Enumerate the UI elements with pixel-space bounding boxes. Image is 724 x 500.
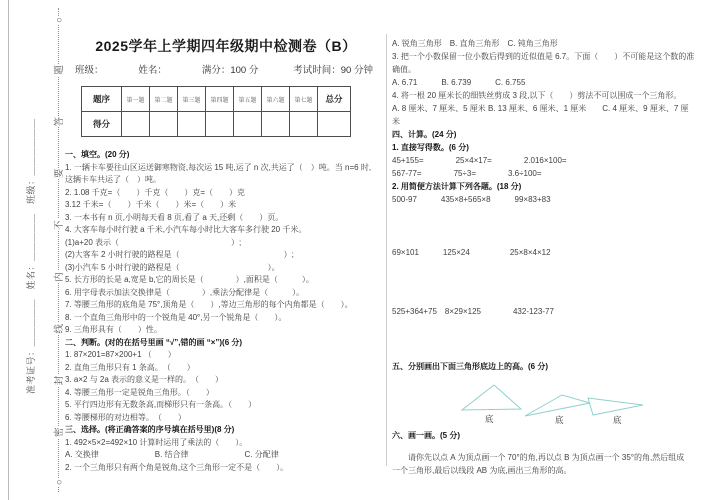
name-field: 姓名： [138,65,167,76]
text-line: A. 锐角三角形 B. 直角三角形 C. 钝角三角形 [392,39,558,48]
text-line: 3. 把一个小数保留一位小数后得到的近似值是 6.7。下面（ ）不可能是这个数的准 [392,52,695,61]
right-column [392,37,720,477]
seal-char: 封 [54,375,65,386]
section-header: 五、分别画出下面三角形底边上的高。(6 分) [392,362,548,371]
text-line: 5. 平行四边形有无数条高,而梯形只有一条高。（ ） [65,400,257,409]
score-table-col: 第二题 [150,87,178,112]
score-table-score-row [82,112,351,137]
score-table-col: 第三题 [178,87,206,112]
text-line: 69×101 125×24 25×8×4×12 [392,248,551,257]
text-line: 3.12 千米=（ ）千米（ ）米=（ ）米 [65,200,237,209]
text-line: 这辆卡车共运了（ ）吨。 [65,175,161,184]
score-table-header-row [82,87,351,112]
section-header: 二、判断。(对的在括号里画 “√”,错的画 “×”)(6 分) [65,337,243,347]
text-line: 4. 将一根 20 厘米长的细铁丝剪成 3 段,以下（ ）剪法不可以围成一个三角形。 [392,91,682,100]
text-line: 4. 等腰三角形一定是锐角三角形。（ ） [65,387,214,397]
text-line: 45+155= 25×4×17= 2.016×100= [392,156,567,165]
score-table-col: 第六题 [262,87,290,112]
text-line: 8. 一个直角三角形中的一个锐角是 40°,另一个锐角是（ ）。 [65,312,287,322]
base-label: 底 [555,415,564,425]
text-line: 525+364+75 8×29×125 432-123-77 [392,307,554,316]
text-line: 1. 87×201=87×200+1 （ ） [65,350,176,359]
text-line: 请你先以点 A 为顶点画一个 70°的角,再以点 B 为顶点画一个 35°的角,然后组成 [408,453,685,462]
score-table-col: 第五题 [234,87,262,112]
text-line: 2. 一个三角形只有两个角是锐角,这个三角形一定不是（ ）。 [65,462,289,472]
text-line: (1)a+20 表示（ ）; [65,237,242,247]
seal-char: 答 [54,116,65,127]
text-line: (3)小汽车 5 小时行驶的路程是（ ）。 [65,262,280,272]
base-label: 底 [613,415,622,425]
text-line: 1. 492×5×2=492×10 计算时运用了乘法的（ ）。 [65,437,248,447]
sub-section-header: 1. 直接写得数。(6 分) [392,143,469,152]
triangle-3 [588,398,643,415]
text-line: 米 [392,117,400,126]
score-table-corner: 题序 [82,87,122,112]
text-line: 9. 三角形具有（ ）性。 [65,325,162,334]
class-field: 班级： [75,65,104,76]
score-table-col: 第四题 [206,87,234,112]
score-row-label: 得分 [82,112,122,137]
full-score-label: 满分：100 分 [201,65,259,76]
text-line: 3. 一本书有 n 页,小明每天看 8 页,看了 a 天,还剩（ ）页。 [65,212,284,222]
text-line: (2)大客车 2 小时行驶的路程是（ ）; [65,250,294,259]
text-line: 6. 用字母表示加法交换律是（ ）,乘法分配律是（ ）。 [65,287,305,297]
section-header: 三、选择。(将正确答案的序号填在括号里)(8 分) [65,425,235,434]
text-line: 确值。 [392,65,416,74]
page-title: 2025学年上学期四年级期中检测卷（B） [95,38,357,54]
page-edge-line [8,0,9,500]
score-cell [262,112,290,137]
text-line: 2. 1.08 千克=（ ）千克（ ）克=（ ）克 [65,187,246,197]
score-cell [178,112,206,137]
seal-char: 不 [54,220,65,230]
left-question-lines [65,149,387,474]
seal-char: ○ [54,17,65,23]
seal-char: 线 [54,323,65,334]
seal-char: 要 [54,168,65,179]
exam-time-label: 考试时间：90 分钟 [293,65,373,76]
seal-char: 内 [54,272,65,282]
text-line: 7. 等腰三角形的底角是 75°,顶角是（ ）,等边三角形的每个内角都是（ ）。 [65,300,353,309]
text-line: 567-77= 75÷3= 3.6÷100= [392,169,542,178]
seal-char: 题 [54,65,65,75]
score-cell [122,112,150,137]
text-line: A. 6.71 B. 6.739 C. 6.755 [392,78,526,87]
base-label: 底 [485,414,494,424]
text-line: 500-97 435×8+565×8 99×83+83 [392,195,551,204]
text-line: A. 交换律 B. 结合律 C. 分配律 [65,450,279,459]
score-cell [318,112,351,137]
student-info-row [65,62,387,76]
section-header: 一、填空。(20 分) [65,150,130,159]
left-column [65,30,387,474]
text-line: 2. 直角三角形只有 1 条高。 （ ） [65,362,195,372]
text-line: 1. 一辆卡车要往山区运送御寒物资,每次运 15 吨,运了 n 次,共运了（ ）吨。当 n=6 时, [65,162,372,172]
text-line: 一个三角形,最后以线段 AB 为底,画出三角形的高。 [392,466,572,475]
text-line: 6. 等腰梯形的对边相等。 （ ） [65,412,186,422]
score-table-col: 第七题 [290,87,318,112]
text-line: 4. 大客车每小时行驶 a 千米,小汽车每小时比大客车多行驶 20 千米。 [65,225,307,234]
triangle-2 [525,395,590,416]
score-table-col: 第一题 [122,87,150,112]
score-table-total: 总分 [318,87,351,112]
seal-char: 密 [54,427,65,437]
score-table [81,86,351,137]
text-line: 3. a×2 与 2a 表示的意义是一样的。 （ ） [65,375,224,384]
score-cell [234,112,262,137]
text-line: 5. 长方形的长是 a,宽是 b,它的周长是（ ）,面积是（ ）。 [65,275,314,284]
student-info-vertical: 准考证号：＿＿＿＿＿ 姓名：＿＿＿＿＿ 班级：＿＿＿＿＿＿ [26,118,36,394]
score-cell [290,112,318,137]
text-line: A. 8 厘米、7 厘米、5 厘米 B. 13 厘米、6 厘米、1 厘米 C. 4 厘米、9 厘米、7 厘 [392,104,689,113]
score-cell [206,112,234,137]
seal-char: ○ [54,479,65,485]
triangles-figure [392,375,718,429]
score-cell [150,112,178,137]
sub-section-header: 2. 用简便方法计算下列各题。(18 分) [392,182,522,191]
section-header: 六、画一画。(5 分) [392,431,460,440]
section-header: 四、计算。(24 分) [392,130,457,139]
triangle-1 [462,385,521,410]
